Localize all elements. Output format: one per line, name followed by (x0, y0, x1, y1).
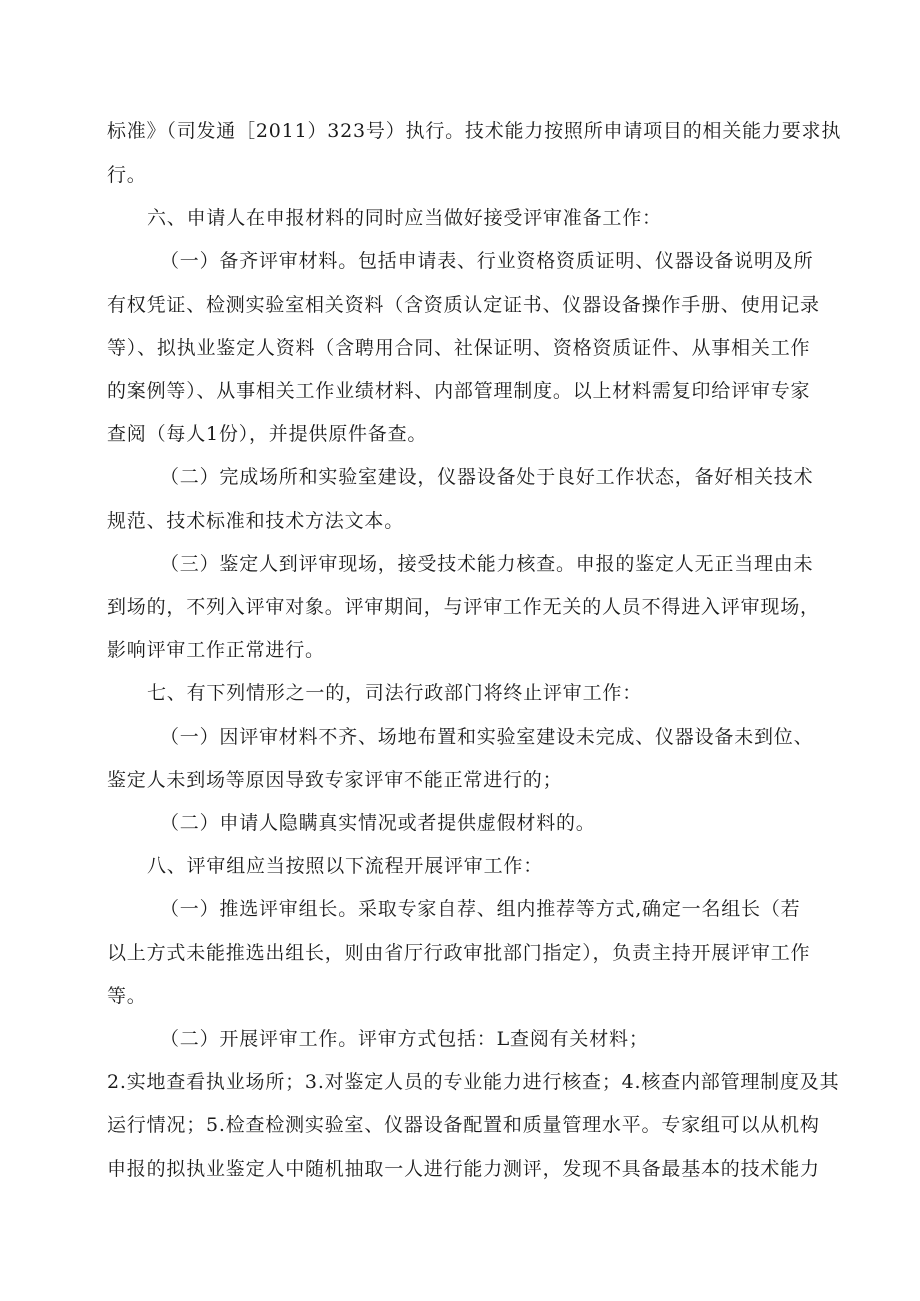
text-line: 等）、拟执业鉴定人资料（含聘用合同、社保证明、资格资质证件、从事相关工作 (107, 337, 811, 359)
text-line: 鉴定人未到场等原因导致专家评审不能正常进行的； (107, 769, 563, 791)
text-line: 2.实地查看执业场所；3.对鉴定人员的专业能力进行核查；4.核查内部管理制度及其 (107, 1071, 840, 1093)
text-line: （一）因评审材料不齐、场地布置和实验室建设未完成、仪器设备未到位、 (160, 726, 814, 748)
text-line: 标准》（司发通［2011）323号）执行。技术能力按照所申请项目的相关能力要求执 (107, 120, 842, 142)
text-line: （一）备齐评审材料。包括申请表、行业资格资质证明、仪器设备说明及所 (160, 250, 814, 272)
text-line: 的案例等）、从事相关工作业绩材料、内部管理制度。以上材料需复印给评审专家 (107, 380, 811, 402)
text-line: 影响评审工作正常进行。 (107, 639, 325, 661)
text-line: （二）完成场所和实验室建设，仪器设备处于良好工作状态，备好相关技术 (160, 466, 814, 488)
text-line: （二）申请人隐瞒真实情况或者提供虚假材料的。 (160, 812, 596, 834)
text-line: 运行情况；5.检查检测实验室、仪器设备配置和质量管理水平。专家组可以从机构 (107, 1114, 820, 1136)
section-heading-seven: 七、有下列情形之一的，司法行政部门将终止评审工作： (147, 682, 643, 704)
text-line: 查阅（每人1份），并提供原件备查。 (107, 423, 428, 445)
text-line: 行。 (107, 164, 147, 186)
text-line: 以上方式未能推选出组长，则由省厅行政审批部门指定），负责主持开展评审工作 (107, 942, 811, 964)
text-line: 规范、技术标准和技术方法文本。 (107, 510, 405, 532)
text-line: （二）开展评审工作。评审方式包括：L查阅有关材料； (160, 1028, 649, 1050)
section-heading-eight: 八、评审组应当按照以下流程开展评审工作： (147, 855, 544, 877)
text-line: （三）鉴定人到评审现场，接受技术能力核查。申报的鉴定人无正当理由未 (160, 553, 814, 575)
text-line: 申报的拟执业鉴定人中随机抽取一人进行能力测评，发现不具备最基本的技术能力 (107, 1158, 820, 1180)
text-line: 有权凭证、检测实验室相关资料（含资质认定证书、仪器设备操作手册、使用记录 (107, 294, 820, 316)
text-line: 等。 (107, 985, 147, 1007)
section-heading-six: 六、申请人在申报材料的同时应当做好接受评审准备工作： (147, 207, 662, 229)
text-line: 到场的，不列入评审对象。评审期间，与评审工作无关的人员不得进入评审现场， (107, 596, 820, 618)
text-line: （一）推选评审组长。采取专家自荐、组内推荐等方式,确定一名组长（若 (160, 898, 801, 920)
